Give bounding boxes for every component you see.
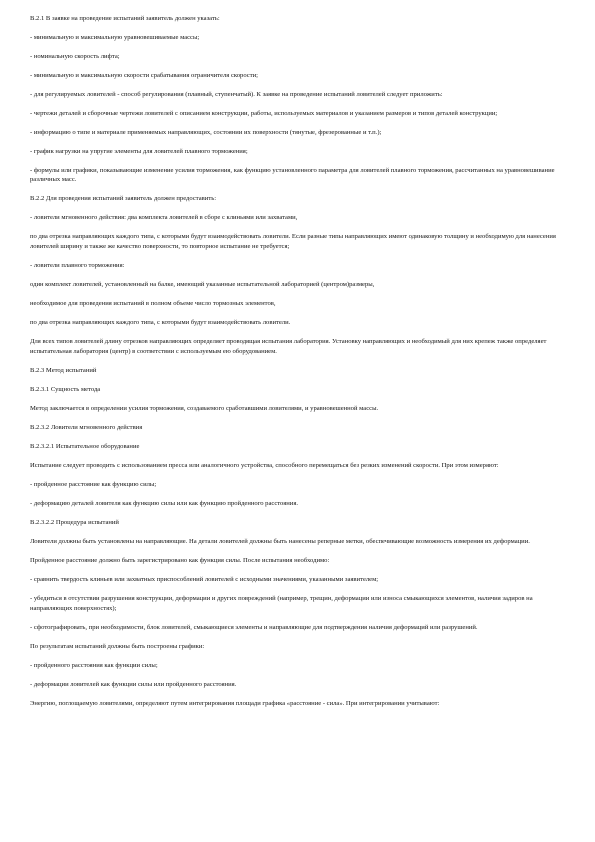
list-item-deformation-graph: - деформации ловителей как функции силы или пройденного расстояния. (30, 680, 237, 688)
paragraph-braking-elements: необходимое для проведения испытаний в полном объеме число тормозных элементов, (30, 299, 276, 307)
list-item-governor-speeds: - минимальную и максимальную скорости срабатывания ограничителя скорости; (30, 71, 258, 79)
paragraph-method-essence: Метод заключается в определении усилия торможения, создаваемого сработавшими ловителями, и уравновешенной массы. (30, 404, 379, 412)
list-item-distance-graph: - пройденного расстояния как функции силы; (30, 661, 158, 669)
list-item-drawings: - чертежи деталей и сборочные чертежи ловителей с описанием конструкции, работы, используемых материалов и указанием размеров и типов деталей конструкции; (30, 109, 498, 117)
paragraph-rail-sections-2: по два отрезка направляющих каждого типа, с которыми будут взаимодействовать ловители. (30, 318, 291, 326)
clause-b-2-3-2-2-heading: В.2.3.2.2 Процедура испытаний (30, 519, 119, 527)
clause-b-2-3-1-heading: В.2.3.1 Сущность метода (30, 385, 101, 393)
paragraph-results-graphs: По результатам испытаний должны быть построены графики: (30, 642, 205, 650)
clause-b-2-3-2-1-heading: В.2.3.2.1 Испытательное оборудование (30, 443, 140, 451)
clause-b-2-2-heading: В.2.2 Для проведения испытаний заявитель должен предоставить: (30, 195, 217, 203)
list-item-photograph: - сфотографировать, при необходимости, блок ловителей, смыкающиеся элементы и направляющие для подтверждения наличия деформаций или разрушений. (30, 623, 478, 631)
paragraph-safety-set: один комплект ловителей, установленный на балке, имеющий указанные испытательной лабораторией (центром)размеры, (30, 280, 375, 288)
list-item-check-damage: - убедиться в отсутствии разрушения конструкции, деформации и других повреждений (например, трещин, деформации или износа смыкающихся элементов, наличия задиров на направляющих поверхностях); (30, 595, 533, 612)
list-item-regulation-method: - для регулируемых ловителей - способ регулирования (плавный, ступенчатый). К заявке на проведение испытаний ловителей следует приложить: (30, 90, 443, 98)
list-item-nominal-speed: - номинальную скорость лифта; (30, 52, 120, 60)
paragraph-rail-length: Для всех типов ловителей длину отрезков направляющих определяет проводящая испытания лаборатория. Установку направляющих и необходимый для них крепеж также определяет испытательная лаборатория (центр) в соответствии с используемым ею оборудованием. (30, 337, 547, 355)
list-item-compare-hardness: - сравнить твердость клиньев или захватных приспособлений ловителей с исходными значениями, указанными заявителем; (30, 576, 379, 584)
clause-b-2-1-heading: В.2.1 В заявке на проведение испытаний заявитель должен указать: (30, 15, 220, 22)
clause-b-2-3-heading: В.2.3 Метод испытаний (30, 366, 97, 374)
list-item-guide-rails-info: - информацию о типе и материале применяемых направляющих, состоянии их поверхности (тянутые, фрезерованные и т.п.); (30, 128, 382, 136)
paragraph-rail-sections: по два отрезка направляющих каждого типа, с которыми будут взаимодействовать ловители. Если разные типы направляющих имеют одинаковую толщину и необходимую для нанесения ловителей ширину и также же качество поверхности, то повторное испытание не требуется; (30, 233, 556, 251)
list-item-formulas: - формулы или графики, показывающие изменение усилия торможения, как функцию установленного параметра для ловителей плавного торможения, рассчитанных на уравновешивание различных масс. (30, 166, 555, 184)
paragraph-install-safeties: Ловители должны быть установлены на направляющие. На детали ловителей должны быть нанесены реперные метки, обеспечивающие возможность измерения их деформации. (30, 538, 530, 546)
paragraph-test-equipment: Испытание следует проводить с использованием пресса или аналогичного устройства, способного перемещаться без резких изменений скорости. При этом измеряют: (30, 462, 499, 470)
document-page (30, 14, 565, 718)
list-item-instant-safeties: - ловители мгновенного действия: два комплекта ловителей в сборе с клиньями или захватами, (30, 214, 298, 222)
list-item-deformation-vs-force: - деформацию деталей ловителя как функцию силы или как функцию пройденного расстояния. (30, 500, 298, 508)
list-item-progressive-safeties: - ловители плавного торможения: (30, 262, 125, 269)
clause-b-2-3-2-heading: В.2.3.2 Ловители мгновенного действия (30, 423, 143, 431)
list-item-distance-vs-force: - пройденное расстояние как функцию силы; (30, 481, 157, 489)
list-item-masses: - минимальную и максимальную уравновешиваемые массы; (30, 33, 200, 41)
paragraph-absorbed-energy: Энергию, поглощаемую ловителями, определяют путем интегрирования площади графика «расстояние - сила». При интегрировании учитывают: (30, 699, 440, 707)
paragraph-record-distance: Пройденное расстояние должно быть зарегистрировано как функция силы. После испытания необходимо: (30, 557, 330, 565)
list-item-load-graph: - график нагрузки на упругие элементы для ловителей плавного торможения; (30, 147, 248, 155)
